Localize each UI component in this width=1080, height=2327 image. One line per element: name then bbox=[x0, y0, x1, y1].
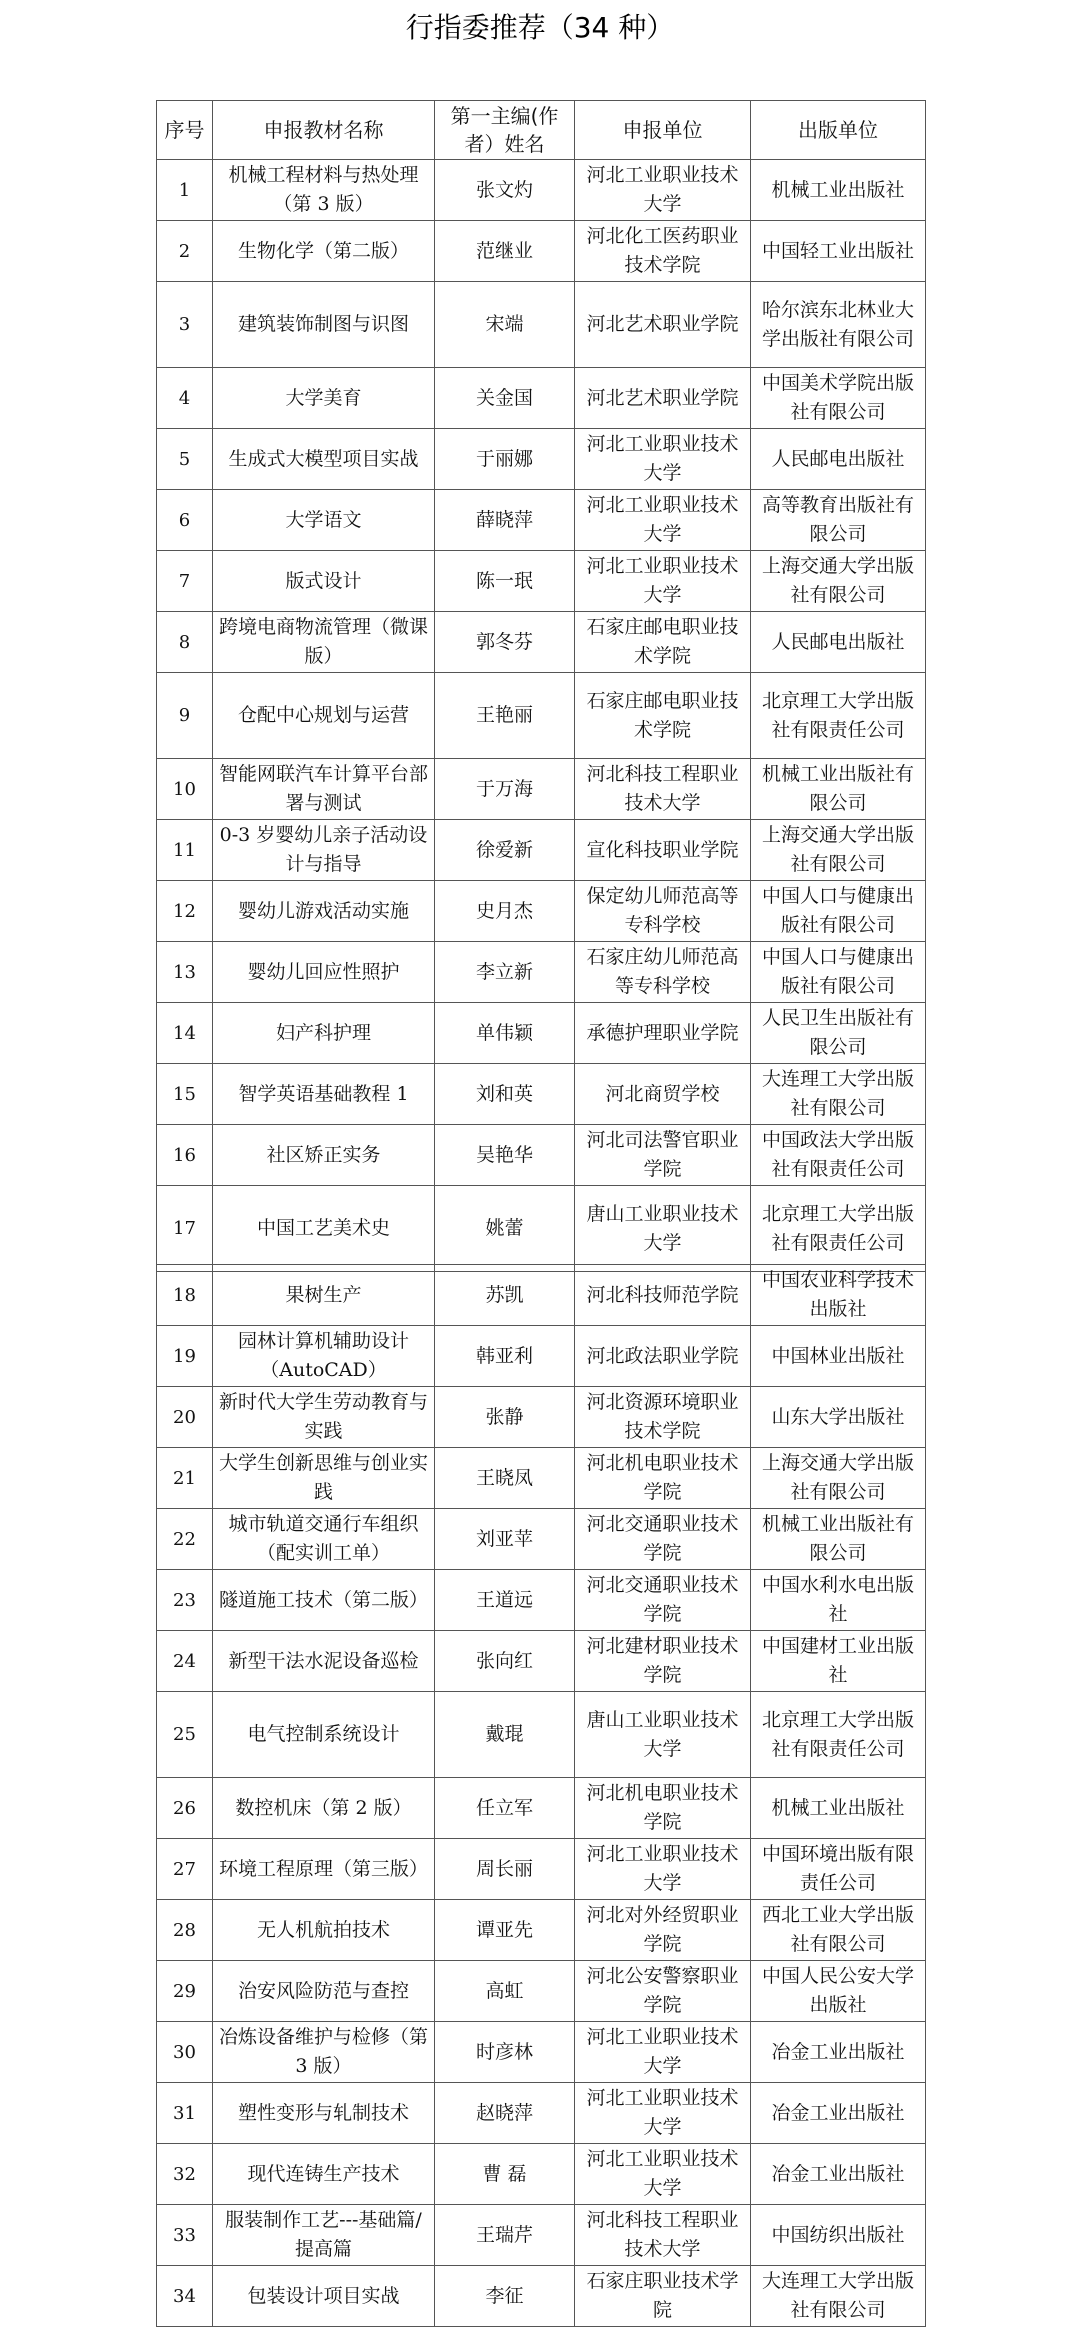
table-row bbox=[157, 1900, 926, 1961]
table-row bbox=[157, 1387, 926, 1448]
row-applicant-unit: 河北艺术职业学院 bbox=[575, 282, 751, 368]
row-chief-editor: 薛晓萍 bbox=[435, 490, 575, 551]
row-publisher: 中国环境出版有限责任公司 bbox=[751, 1839, 926, 1900]
row-publisher: 机械工业出版社有限公司 bbox=[751, 1509, 926, 1570]
row-chief-editor: 谭亚先 bbox=[435, 1900, 575, 1961]
row-chief-editor: 张向红 bbox=[435, 1631, 575, 1692]
row-applicant-unit: 河北工业职业技术大学 bbox=[575, 2144, 751, 2205]
row-textbook-name: 新型干法水泥设备巡检 bbox=[213, 1631, 435, 1692]
row-publisher: 人民邮电出版社 bbox=[751, 429, 926, 490]
row-serial: 25 bbox=[157, 1692, 213, 1778]
row-applicant-unit: 河北科技工程职业技术大学 bbox=[575, 759, 751, 820]
row-serial: 2 bbox=[157, 221, 213, 282]
row-chief-editor: 张文灼 bbox=[435, 160, 575, 221]
row-textbook-name: 大学生创新思维与创业实践 bbox=[213, 1448, 435, 1509]
table-row bbox=[157, 2022, 926, 2083]
table-row bbox=[157, 1265, 926, 1326]
table-row bbox=[157, 1961, 926, 2022]
row-textbook-name: 婴幼儿游戏活动实施 bbox=[213, 881, 435, 942]
row-textbook-name: 环境工程原理（第三版） bbox=[213, 1839, 435, 1900]
row-applicant-unit: 唐山工业职业技术大学 bbox=[575, 1692, 751, 1778]
row-publisher: 高等教育出版社有限公司 bbox=[751, 490, 926, 551]
row-chief-editor: 王道远 bbox=[435, 1570, 575, 1631]
row-textbook-name: 现代连铸生产技术 bbox=[213, 2144, 435, 2205]
row-serial: 14 bbox=[157, 1003, 213, 1064]
row-publisher: 人民卫生出版社有限公司 bbox=[751, 1003, 926, 1064]
table-row bbox=[157, 282, 926, 368]
row-applicant-unit: 石家庄邮电职业技术学院 bbox=[575, 612, 751, 673]
row-chief-editor: 关金国 bbox=[435, 368, 575, 429]
header-serial: 序号 bbox=[157, 101, 213, 160]
row-textbook-name: 智学英语基础教程 1 bbox=[213, 1064, 435, 1125]
table-row bbox=[157, 221, 926, 282]
row-textbook-name: 电气控制系统设计 bbox=[213, 1692, 435, 1778]
row-chief-editor: 范继业 bbox=[435, 221, 575, 282]
row-textbook-name: 仓配中心规划与运营 bbox=[213, 673, 435, 759]
table-row bbox=[157, 2083, 926, 2144]
row-publisher: 中国人口与健康出版社有限公司 bbox=[751, 942, 926, 1003]
row-applicant-unit: 河北交通职业技术学院 bbox=[575, 1509, 751, 1570]
row-serial: 1 bbox=[157, 160, 213, 221]
row-chief-editor: 姚蕾 bbox=[435, 1186, 575, 1272]
row-applicant-unit: 河北公安警察职业学院 bbox=[575, 1961, 751, 2022]
row-textbook-name: 新时代大学生劳动教育与实践 bbox=[213, 1387, 435, 1448]
row-serial: 4 bbox=[157, 368, 213, 429]
row-publisher: 上海交通大学出版社有限公司 bbox=[751, 1448, 926, 1509]
table-row bbox=[157, 1125, 926, 1186]
table-row bbox=[157, 942, 926, 1003]
table-row bbox=[157, 1003, 926, 1064]
row-publisher: 北京理工大学出版社有限责任公司 bbox=[751, 673, 926, 759]
row-serial: 19 bbox=[157, 1326, 213, 1387]
row-publisher: 上海交通大学出版社有限公司 bbox=[751, 820, 926, 881]
table-row bbox=[157, 2144, 926, 2205]
row-textbook-name: 婴幼儿回应性照护 bbox=[213, 942, 435, 1003]
table-row bbox=[157, 1326, 926, 1387]
row-chief-editor: 曹 磊 bbox=[435, 2144, 575, 2205]
row-applicant-unit: 河北工业职业技术大学 bbox=[575, 490, 751, 551]
table-row bbox=[157, 1448, 926, 1509]
row-applicant-unit: 保定幼儿师范高等专科学校 bbox=[575, 881, 751, 942]
row-publisher: 中国纺织出版社 bbox=[751, 2205, 926, 2266]
row-chief-editor: 苏凯 bbox=[435, 1265, 575, 1326]
row-textbook-name: 果树生产 bbox=[213, 1265, 435, 1326]
table-row bbox=[157, 429, 926, 490]
row-chief-editor: 陈一珉 bbox=[435, 551, 575, 612]
row-applicant-unit: 河北化工医药职业技术学院 bbox=[575, 221, 751, 282]
row-applicant-unit: 河北工业职业技术大学 bbox=[575, 1839, 751, 1900]
page-title: 行指委推荐（34 种） bbox=[405, 11, 675, 44]
row-chief-editor: 李征 bbox=[435, 2266, 575, 2327]
row-applicant-unit: 河北工业职业技术大学 bbox=[575, 2083, 751, 2144]
row-publisher: 冶金工业出版社 bbox=[751, 2144, 926, 2205]
row-serial: 24 bbox=[157, 1631, 213, 1692]
row-serial: 7 bbox=[157, 551, 213, 612]
row-chief-editor: 于万海 bbox=[435, 759, 575, 820]
row-applicant-unit: 河北对外经贸职业学院 bbox=[575, 1900, 751, 1961]
row-textbook-name: 冶炼设备维护与检修（第 3 版） bbox=[213, 2022, 435, 2083]
recommendation-table-part2 bbox=[156, 1264, 926, 2327]
row-publisher: 中国农业科学技术出版社 bbox=[751, 1265, 926, 1326]
row-chief-editor: 李立新 bbox=[435, 942, 575, 1003]
row-textbook-name: 智能网联汽车计算平台部署与测试 bbox=[213, 759, 435, 820]
row-serial: 9 bbox=[157, 673, 213, 759]
row-textbook-name: 生物化学（第二版） bbox=[213, 221, 435, 282]
row-applicant-unit: 河北资源环境职业技术学院 bbox=[575, 1387, 751, 1448]
row-applicant-unit: 河北政法职业学院 bbox=[575, 1326, 751, 1387]
row-applicant-unit: 石家庄邮电职业技术学院 bbox=[575, 673, 751, 759]
row-serial: 15 bbox=[157, 1064, 213, 1125]
row-textbook-name: 社区矫正实务 bbox=[213, 1125, 435, 1186]
row-chief-editor: 周长丽 bbox=[435, 1839, 575, 1900]
row-publisher: 冶金工业出版社 bbox=[751, 2083, 926, 2144]
row-textbook-name: 机械工程材料与热处理（第 3 版） bbox=[213, 160, 435, 221]
table-row bbox=[157, 1631, 926, 1692]
table-row bbox=[157, 1064, 926, 1125]
row-chief-editor: 郭冬芬 bbox=[435, 612, 575, 673]
table-row bbox=[157, 612, 926, 673]
row-publisher: 上海交通大学出版社有限公司 bbox=[751, 551, 926, 612]
table-row bbox=[157, 1186, 926, 1272]
row-publisher: 中国政法大学出版社有限责任公司 bbox=[751, 1125, 926, 1186]
row-textbook-name: 建筑装饰制图与识图 bbox=[213, 282, 435, 368]
header-chief-editor: 第一主编(作者）姓名 bbox=[435, 101, 575, 160]
row-textbook-name: 数控机床（第 2 版） bbox=[213, 1778, 435, 1839]
row-applicant-unit: 河北工业职业技术大学 bbox=[575, 551, 751, 612]
row-serial: 3 bbox=[157, 282, 213, 368]
row-chief-editor: 王艳丽 bbox=[435, 673, 575, 759]
table-row bbox=[157, 1509, 926, 1570]
header-applicant-unit: 申报单位 bbox=[575, 101, 751, 160]
row-chief-editor: 于丽娜 bbox=[435, 429, 575, 490]
row-applicant-unit: 河北商贸学校 bbox=[575, 1064, 751, 1125]
table-row bbox=[157, 1692, 926, 1778]
row-publisher: 机械工业出版社 bbox=[751, 160, 926, 221]
row-chief-editor: 任立军 bbox=[435, 1778, 575, 1839]
row-applicant-unit: 河北工业职业技术大学 bbox=[575, 160, 751, 221]
table-row bbox=[157, 2205, 926, 2266]
row-chief-editor: 吴艳华 bbox=[435, 1125, 575, 1186]
row-textbook-name: 大学语文 bbox=[213, 490, 435, 551]
row-applicant-unit: 河北艺术职业学院 bbox=[575, 368, 751, 429]
row-publisher: 机械工业出版社有限公司 bbox=[751, 759, 926, 820]
row-serial: 33 bbox=[157, 2205, 213, 2266]
row-publisher: 大连理工大学出版社有限公司 bbox=[751, 2266, 926, 2327]
row-serial: 26 bbox=[157, 1778, 213, 1839]
table-row bbox=[157, 820, 926, 881]
row-publisher: 冶金工业出版社 bbox=[751, 2022, 926, 2083]
row-publisher: 机械工业出版社 bbox=[751, 1778, 926, 1839]
row-textbook-name: 治安风险防范与查控 bbox=[213, 1961, 435, 2022]
row-applicant-unit: 石家庄幼儿师范高等专科学校 bbox=[575, 942, 751, 1003]
table-row bbox=[157, 1570, 926, 1631]
table-row bbox=[157, 368, 926, 429]
row-textbook-name: 包装设计项目实战 bbox=[213, 2266, 435, 2327]
row-applicant-unit: 河北科技师范学院 bbox=[575, 1265, 751, 1326]
row-serial: 21 bbox=[157, 1448, 213, 1509]
row-textbook-name: 园林计算机辅助设计（AutoCAD） bbox=[213, 1326, 435, 1387]
row-serial: 22 bbox=[157, 1509, 213, 1570]
row-chief-editor: 高虹 bbox=[435, 1961, 575, 2022]
row-publisher: 人民邮电出版社 bbox=[751, 612, 926, 673]
row-publisher: 中国水利水电出版社 bbox=[751, 1570, 926, 1631]
row-serial: 29 bbox=[157, 1961, 213, 2022]
row-serial: 16 bbox=[157, 1125, 213, 1186]
row-publisher: 北京理工大学出版社有限责任公司 bbox=[751, 1692, 926, 1778]
row-serial: 17 bbox=[157, 1186, 213, 1272]
row-applicant-unit: 河北建材职业技术学院 bbox=[575, 1631, 751, 1692]
row-applicant-unit: 唐山工业职业技术大学 bbox=[575, 1186, 751, 1272]
row-serial: 13 bbox=[157, 942, 213, 1003]
row-publisher: 中国林业出版社 bbox=[751, 1326, 926, 1387]
table-row bbox=[157, 2266, 926, 2327]
row-publisher: 中国人口与健康出版社有限公司 bbox=[751, 881, 926, 942]
row-serial: 20 bbox=[157, 1387, 213, 1448]
row-chief-editor: 徐爱新 bbox=[435, 820, 575, 881]
row-publisher: 哈尔滨东北林业大学出版社有限公司 bbox=[751, 282, 926, 368]
row-publisher: 中国美术学院出版社有限公司 bbox=[751, 368, 926, 429]
row-textbook-name: 塑性变形与轧制技术 bbox=[213, 2083, 435, 2144]
row-serial: 6 bbox=[157, 490, 213, 551]
recommendation-table-part1 bbox=[156, 100, 926, 1272]
row-serial: 11 bbox=[157, 820, 213, 881]
row-applicant-unit: 承德护理职业学院 bbox=[575, 1003, 751, 1064]
table-row bbox=[157, 490, 926, 551]
row-textbook-name: 生成式大模型项目实战 bbox=[213, 429, 435, 490]
table-row bbox=[157, 881, 926, 942]
row-serial: 31 bbox=[157, 2083, 213, 2144]
row-textbook-name: 版式设计 bbox=[213, 551, 435, 612]
row-publisher: 大连理工大学出版社有限公司 bbox=[751, 1064, 926, 1125]
row-chief-editor: 王晓凤 bbox=[435, 1448, 575, 1509]
row-applicant-unit: 河北司法警官职业学院 bbox=[575, 1125, 751, 1186]
table-row bbox=[157, 673, 926, 759]
row-publisher: 中国轻工业出版社 bbox=[751, 221, 926, 282]
row-publisher: 北京理工大学出版社有限责任公司 bbox=[751, 1186, 926, 1272]
row-serial: 8 bbox=[157, 612, 213, 673]
row-textbook-name: 0-3 岁婴幼儿亲子活动设计与指导 bbox=[213, 820, 435, 881]
row-textbook-name: 大学美育 bbox=[213, 368, 435, 429]
row-serial: 27 bbox=[157, 1839, 213, 1900]
row-applicant-unit: 石家庄职业技术学院 bbox=[575, 2266, 751, 2327]
row-serial: 28 bbox=[157, 1900, 213, 1961]
row-chief-editor: 史月杰 bbox=[435, 881, 575, 942]
row-chief-editor: 韩亚利 bbox=[435, 1326, 575, 1387]
row-chief-editor: 张静 bbox=[435, 1387, 575, 1448]
row-chief-editor: 时彦林 bbox=[435, 2022, 575, 2083]
row-textbook-name: 妇产科护理 bbox=[213, 1003, 435, 1064]
header-textbook-name: 申报教材名称 bbox=[213, 101, 435, 160]
row-applicant-unit: 河北工业职业技术大学 bbox=[575, 429, 751, 490]
row-textbook-name: 中国工艺美术史 bbox=[213, 1186, 435, 1272]
row-applicant-unit: 河北工业职业技术大学 bbox=[575, 2022, 751, 2083]
header-publisher: 出版单位 bbox=[751, 101, 926, 160]
table-row bbox=[157, 551, 926, 612]
row-textbook-name: 隧道施工技术（第二版） bbox=[213, 1570, 435, 1631]
row-chief-editor: 戴琨 bbox=[435, 1692, 575, 1778]
row-chief-editor: 刘和英 bbox=[435, 1064, 575, 1125]
row-publisher: 西北工业大学出版社有限公司 bbox=[751, 1900, 926, 1961]
row-textbook-name: 跨境电商物流管理（微课版） bbox=[213, 612, 435, 673]
row-serial: 23 bbox=[157, 1570, 213, 1631]
row-serial: 30 bbox=[157, 2022, 213, 2083]
row-chief-editor: 单伟颖 bbox=[435, 1003, 575, 1064]
row-publisher: 山东大学出版社 bbox=[751, 1387, 926, 1448]
row-chief-editor: 宋端 bbox=[435, 282, 575, 368]
row-publisher: 中国人民公安大学出版社 bbox=[751, 1961, 926, 2022]
row-chief-editor: 王瑞芹 bbox=[435, 2205, 575, 2266]
row-serial: 34 bbox=[157, 2266, 213, 2327]
row-serial: 18 bbox=[157, 1265, 213, 1326]
row-applicant-unit: 宣化科技职业学院 bbox=[575, 820, 751, 881]
row-textbook-name: 城市轨道交通行车组织（配实训工单） bbox=[213, 1509, 435, 1570]
row-serial: 12 bbox=[157, 881, 213, 942]
row-chief-editor: 刘亚苹 bbox=[435, 1509, 575, 1570]
row-textbook-name: 无人机航拍技术 bbox=[213, 1900, 435, 1961]
row-applicant-unit: 河北机电职业技术学院 bbox=[575, 1778, 751, 1839]
row-serial: 10 bbox=[157, 759, 213, 820]
row-applicant-unit: 河北机电职业技术学院 bbox=[575, 1448, 751, 1509]
table-header-row bbox=[157, 101, 926, 160]
table-row bbox=[157, 1778, 926, 1839]
table-row bbox=[157, 1839, 926, 1900]
row-serial: 32 bbox=[157, 2144, 213, 2205]
row-textbook-name: 服装制作工艺---基础篇/提高篇 bbox=[213, 2205, 435, 2266]
row-applicant-unit: 河北科技工程职业技术大学 bbox=[575, 2205, 751, 2266]
table-row bbox=[157, 759, 926, 820]
row-publisher: 中国建材工业出版社 bbox=[751, 1631, 926, 1692]
table-row bbox=[157, 160, 926, 221]
row-chief-editor: 赵晓萍 bbox=[435, 2083, 575, 2144]
row-serial: 5 bbox=[157, 429, 213, 490]
row-applicant-unit: 河北交通职业技术学院 bbox=[575, 1570, 751, 1631]
